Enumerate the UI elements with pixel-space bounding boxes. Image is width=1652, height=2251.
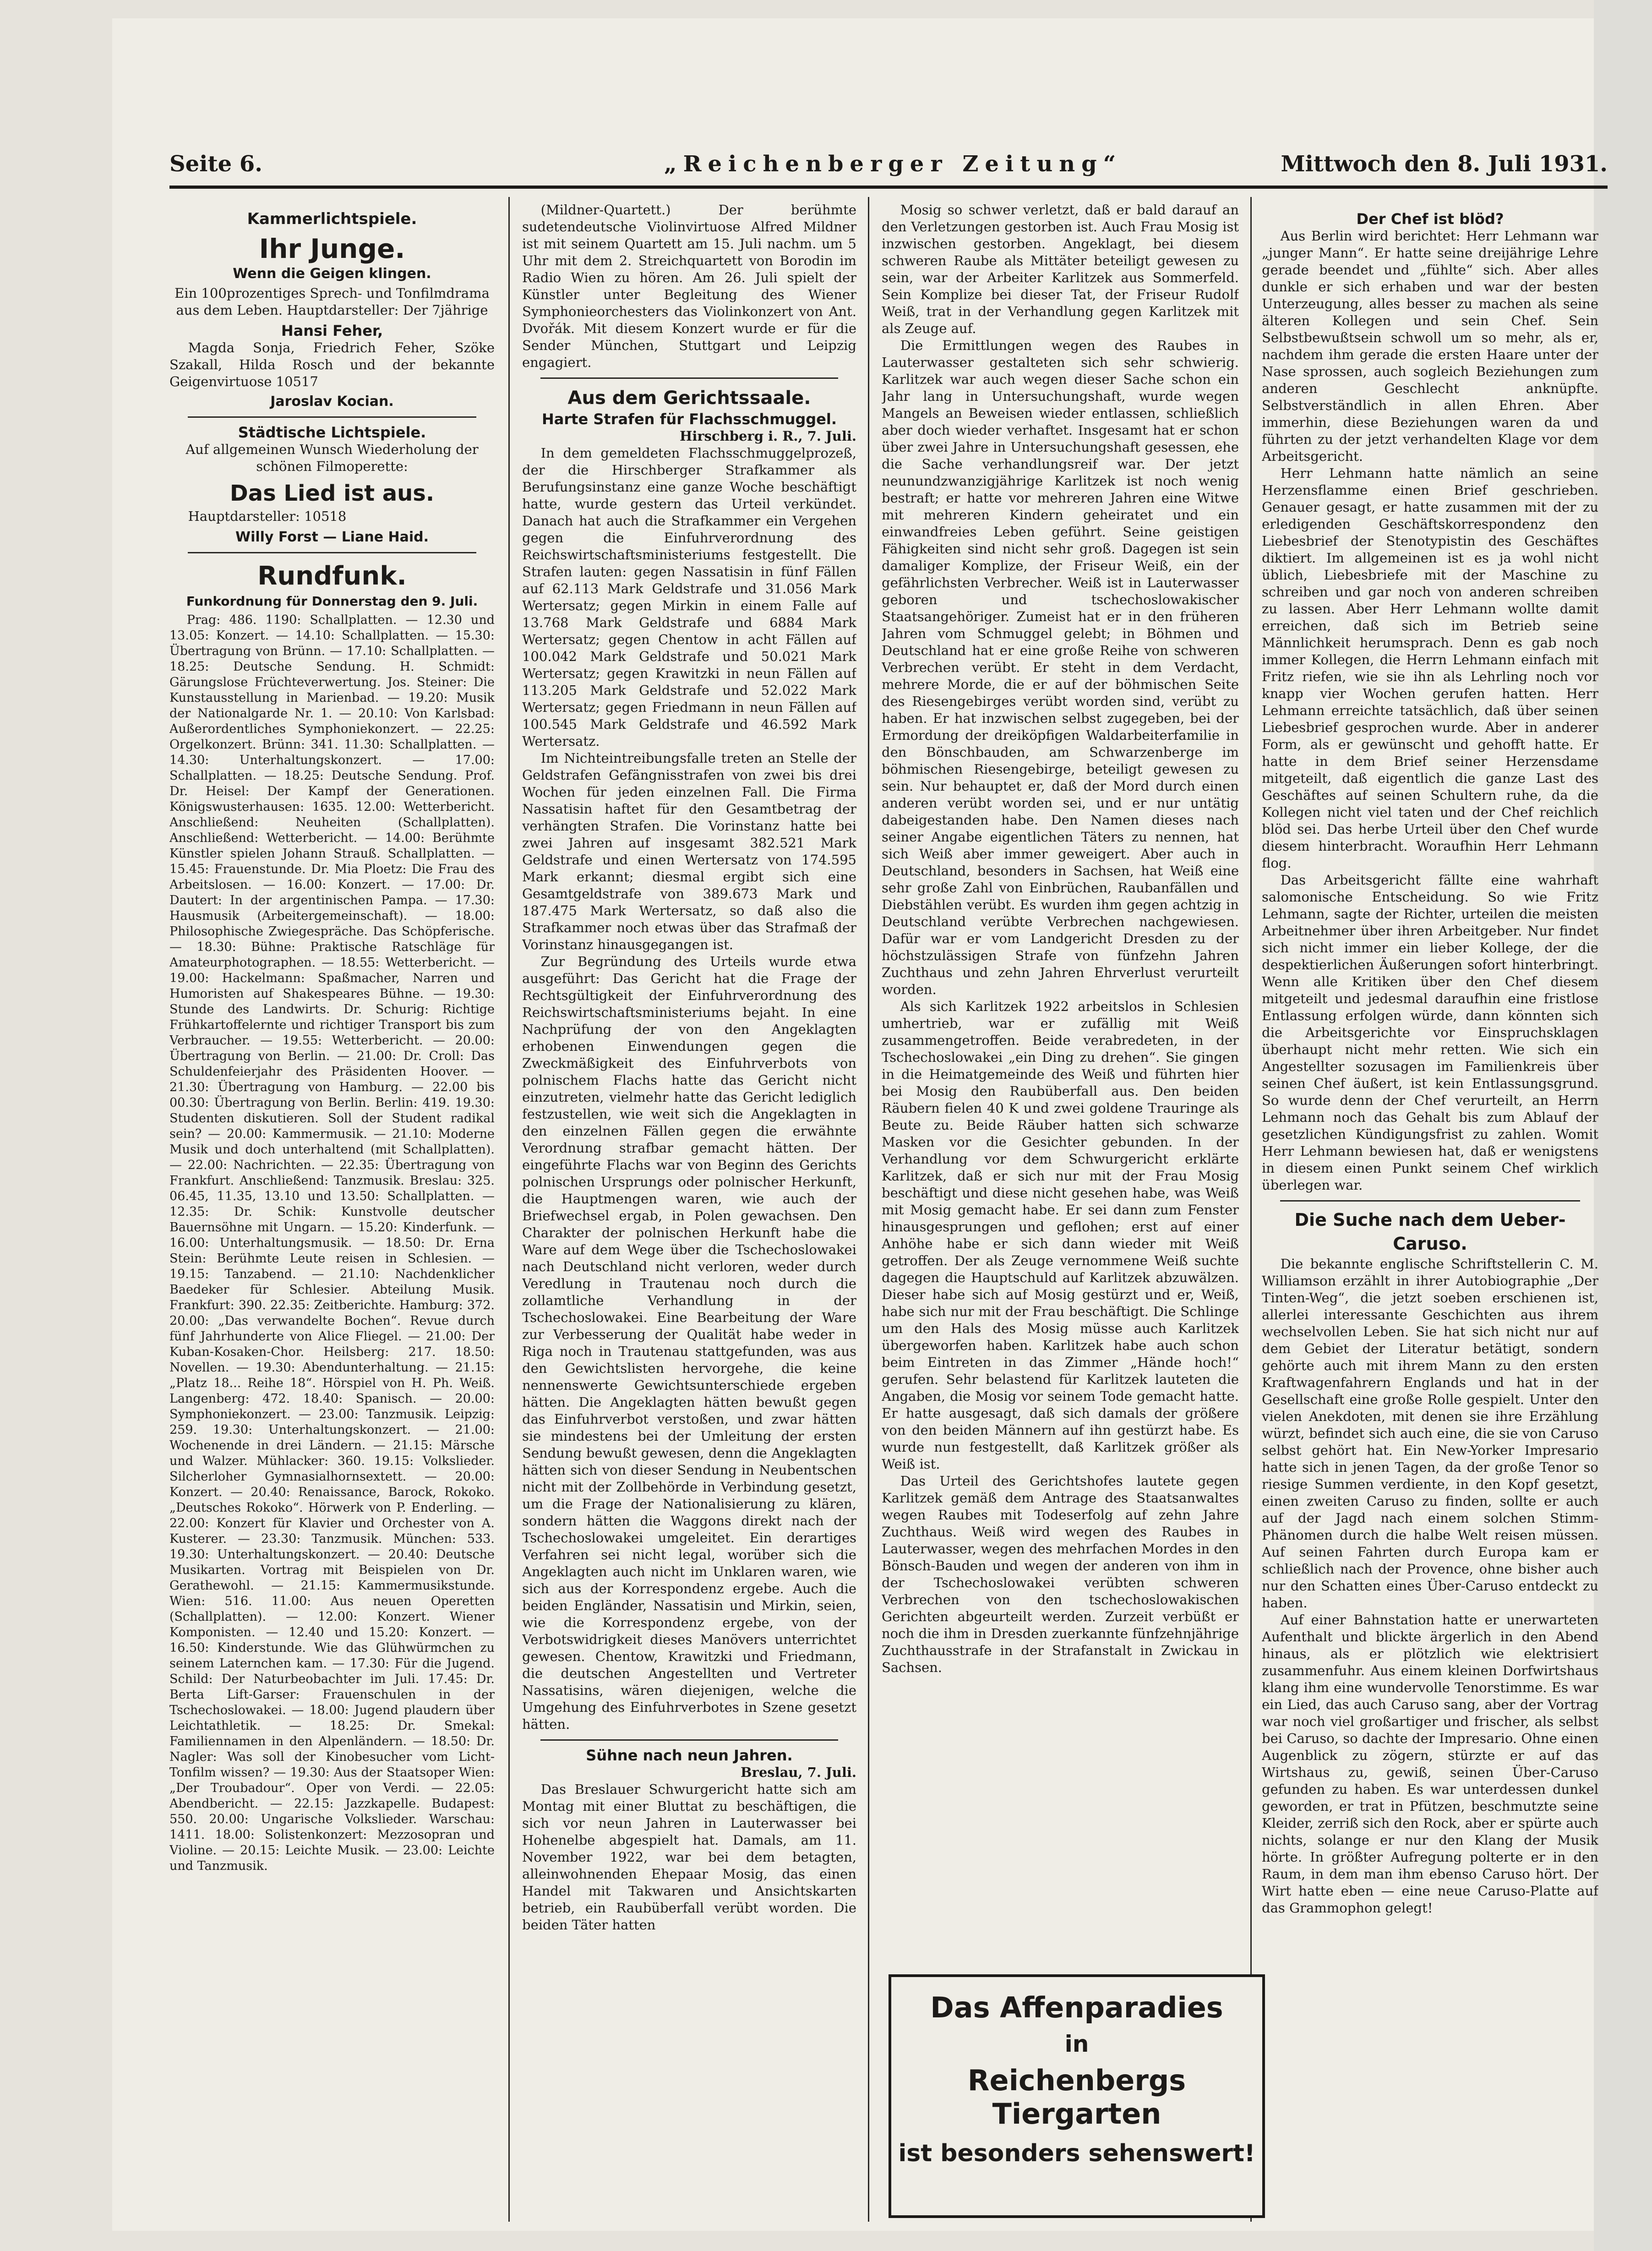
- suehne-paragraph: Das Urteil des Gerichtshofes lautete gegen Karlitzek gemäß dem Antrage des Staatsanwaltes wegen Raubes mit Todeserfolg auf zehn Jahre Zuchthaus. Weiß wird wegen des Raubes in Lauterwasser, wegen des mehrfachen Mordes in den Bönsch-Bauden und wegen der anderen von ihm in der Tschechoslowakei verübten schweren Verbrechen von den tschechoslowakischen Gerichten abgeurteilt werden. Zurzeit verbüßt er noch die ihm in Dresden zuerkannte fünfzehnjährige Zuchthausstrafe in der Strafanstalt in Zwickau in Sachsen.: [882, 1473, 1239, 1675]
- caruso-paragraph: Auf einer Bahnstation hatte er unerwarteten Aufenthalt und blickte ärgerlich in den Abend hinaus, als er plötzlich wie elektrisiert zusammenfuhr. Aus einem kleinen Dorfwirtshaus klang ihm eine wundervolle Tenorstimme. Es war ein Lied, das auch Caruso sang, aber der Vortrag war noch viel großartiger und frischer, als selbst bei Caruso, so dachte der Impresario. Ohne einen Augenblick zu zögern, stürzte er auf das Wirtshaus zu, gewiß, seinen Über-Caruso gefunden zu haben. Es war unterdessen dunkel geworden, er trat in Pfützen, beschmutzte seine Kleider, zerriß sich den Rock, aber er spürte auch nichts, solange er nur den Klang der Musik hörte. In größter Aufregung polterte er in den Raum, in dem man ihm ebenso Caruso hört. Der Wirt hatte eben — eine neue Caruso-Platte auf das Grammophon gelegt!: [1262, 1612, 1598, 1916]
- gericht-paragraph: Zur Begründung des Urteils wurde etwa ausgeführt: Das Gericht hat die Frage der Rechtsgültigkeit der Einfuhrverordnung des Reichswirtschaftsministeriums bejaht. In eine Nachprüfung der von den Angeklagten erhobenen Einwendungen gegen die Zweckmäßigkeit des Einfuhrverbots von polnischem Flachs hatte das Gericht nicht einzutreten, vielmehr hatte das Gericht lediglich festzustellen, wie weit sich die Angeklagten in den einzelnen Fällen gegen die erwähnte Verordnung strafbar gemacht hätten. Der eingeführte Flachs war von Beginn des Gerichts polnischen Ursprungs oder polnischer Herkunft, die Hauptmengen waren, wie auch der Briefwechsel ergab, in Polen gewachsen. Den Charakter der polnischen Herkunft habe die Ware auf dem Wege über die Tschechoslowakei nach Deutschland nicht verloren, weder durch Veredlung in Trautenau noch durch die zollamtliche Verhandlung in der Tschechoslowakei. Eine Bearbeitung der Ware zur Verbesserung der Qualität habe weder in Riga noch in Trautenau stattgefunden, was aus den Gewichtslisten hervorgehe, die keine nennenswerte Gewichtsunterschiede ergeben hätten. Die Angeklagten hätten bewußt gegen das Einfuhrverbot verstoßen, und zwar hätten sie mindestens bei der Umleitung der ersten Sendung bewußt gewesen, denn die Angeklagten hätten sich von dieser Sendung in Neubentschen nicht mit der Zollbehörde in Verbindung gesetzt, um die Frage der Nationalisierung zu klären, sondern hätten die Waggons direkt nach der Tschechoslowakei umgeleitet. Ein derartiges Verfahren sei nicht legal, worüber sich die Angeklagten auch nicht im Unklaren waren, wie sich aus der Korrespondenz ergebe. Auch die beiden Engländer, Nassatisin und Mirkin, seien, wie die Korrespondenz ergebe, von der Verbotswidrigkeit dieses Manövers unterrichtet gewesen. Chentow, Krawitzki und Friedmann, die deutschen Angestellten und Vertreter Nassatisins, wären diejenigen, welche die Umgehung des Einfuhrverbotes in Szene gesetzt hätten.: [522, 954, 856, 1732]
- gericht-title: Aus dem Gerichtssaale.: [567, 388, 811, 409]
- kammer-subtitle: Wenn die Geigen klingen.: [233, 266, 431, 282]
- gericht-dateline: Hirschberg i. R., 7. Juli.: [679, 428, 856, 444]
- stadt-cast: Willy Forst — Liane Haid.: [235, 529, 429, 545]
- caruso-title: Die Suche nach dem Ueber-Caruso.: [1294, 1210, 1566, 1254]
- ad-location: Reichenbergs Tiergarten: [967, 2064, 1186, 2131]
- separator: [188, 416, 476, 418]
- ad-tagline: ist besonders sehenswert!: [898, 2140, 1255, 2167]
- rundfunk-subtitle: Funkordnung für Donnerstag den 9. Juli.: [186, 594, 478, 609]
- column-divider: [868, 197, 869, 2222]
- suehne-paragraph: Mosig so schwer verletzt, daß er bald darauf an den Verletzungen gestorben ist. Auch Frau Mosig ist inzwischen gestorben. Angeklagt, bei diesem schweren Raube als Mittäter beteiligt gewesen zu sein, war der Arbeiter Karlitzek aus Sommerfeld. Sein Komplize bei dieser Tat, der Friseur Rudolf Weiß, trat in der Verhandlung gegen Karlitzek mit als Zeuge auf.: [882, 202, 1239, 336]
- kammer-star: Hansi Feher,: [281, 322, 383, 339]
- gericht-subtitle: Harte Strafen für Flachsschmuggel.: [542, 410, 837, 428]
- rundfunk-program: Prag: 486. 1190: Schallplatten. — 12.30 und 13.05: Konzert. — 14.10: Schallplatten. — 15.30: Übertragung von Brünn. — 17.10: Schallplatten. — 18.25: Deutsche Sendung. H. Schmidt: Gärungslose Früchteverwertung. Jos. Steiner: Die Kunstausstellung in Marienbad. — 19.20: Musik der Nationalgarde Nr. 1. — 20.10: Von Karlsbad: Außerordentliches Symphoniekonzert. — 22.25: Orgelkonzert. Brünn: 341. 11.30: Schallplatten. — 14.30: Unterhaltungskonzert. — 17.00: Schallplatten. — 18.25: Deutsche Sendung. Prof. Dr. Heisel: Der Kampf der Generationen. Königswusterhausen: 1635. 12.00: Wetterbericht. Anschließend: Neuheiten (Schallplatten). Anschließend: Wetterbericht. — 14.00: Berühmte Künstler spielen Johann Strauß. Schallplatten. — 15.45: Frauenstunde. Dr. Mia Ploetz: Die Frau des Arbeitslosen. — 16.00: Konzert. — 17.00: Dr. Dautert: In der argentinischen Pampa. — 17.30: Hausmusik (Arbeitergemeinschaft). — 18.00: Philosophische Zwiegespräche. Das Schöpferische. — 18.30: Bühne: Praktische Ratschläge für Amateurphotographen. — 18.55: Wetterbericht. — 19.00: Hackelmann: Spaßmacher, Narren und Humoristen auf Shakespeares Bühne. — 19.30: Stunde des Landwirts. Dr. Schurig: Richtige Frühkartoffelernte und richtiger Transport bis zum Verbraucher. — 19.55: Wetterbericht. — 20.00: Übertragung von Berlin. — 21.00: Dr. Croll: Das Schuldenfeierjahr des Präsidenten Hoover. — 21.30: Übertragung von Hamburg. — 22.00 bis 00.30: Übertragung von Berlin. Berlin: 419. 19.30: Studenten diskutieren. Soll der Student radikal sein? — 20.00: Kammermusik. — 21.10: Moderne Musik und doch unterhaltend (mit Schallplatten). — 22.00: Nachrichten. — 22.35: Übertragung von Frankfurt. Anschließend: Tanzmusik. Breslau: 325. 06.45, 11.35, 13.10 und 13.50: Schallplatten. — 12.35: Dr. Schik: Kunstvolle deutscher Bauernsöhne mit Ungarn. — 15.20: Kinderfunk. — 16.00: Unterhaltungsmusik. — 18.50: Dr. Erna Stein: Berühmte Leute reisen in Schlesien. — 19.15: Tanzabend. — 21.10: Nachdenklicher Baedeker für Schlesier. Abteilung Musik. Frankfurt: 390. 22.35: Zeitberichte. Hamburg: 372. 20.00: „Das verwandelte Bochen“. Revue durch fünf Jahrhunderte von Alice Fliegel. — 21.00: Der Kuban-Kosaken-Chor. Heilsberg: 217. 18.50: Novellen. — 19.30: Abendunterhaltung. — 21.15: „Platz 18... Reihe 18“. Hörspiel von H. Ph. Weiß. Langenberg: 472. 18.40: Spanisch. — 20.00: Symphoniekonzert. — 23.00: Tanzmusik. Leipzig: 259. 19.30: Unterhaltungskonzert. — 21.00: Wochenende in drei Ländern. — 21.15: Märsche und Walzer. Mühlacker: 360. 19.15: Volkslieder. Silcherloher Gymnasialhornsextett. — 20.00: Konzert. — 20.40: Renaissance, Barock, Rokoko. „Deutsches Rokoko“. Hörwerk von P. Enderling. — 22.00: Konzert für Klavier und Orchester von A. Kusterer. — 23.30: Tanzmusik. München: 533. 19.30: Unterhaltungskonzert. — 20.40: Deutsche Musikarten. Vortrag mit Beispielen von Dr. Gerathewohl. — 21.15: Kammermusikstunde. Wien: 516. 11.00: Aus neuen Operetten (Schallplatten). — 12.00: Konzert. Wiener Komponisten. — 12.40 und 15.20: Konzert. — 16.50: Kinderstunde. Wie das Glühwürmchen zu seinem Laternchen kam. — 17.30: Für die Jugend. Schild: Der Naturbeobachter im Juli. 17.45: Dr. Berta Lift-Garser: Frauenschulen in der Tschechoslowakei. — 18.00: Jugend plaudern über Leichtathletik. — 18.25: Dr. Smekal: Familiennamen in den Alpenländern. — 18.50: Dr. Nagler: Was soll der Kinobesucher vom Licht-Tonfilm wissen? — 19.30: Aus der Staatsoper Wien: „Der Troubadour“. Oper von Verdi. — 22.05: Abendbericht. — 22.15: Jazzkapelle. Budapest: 550. 20.00: Ungarische Volkslieder. Warschau: 1411. 18.00: Solistenkonzert: Mezzosopran und Violine. — 20.15: Leichte Musik. — 23.00: Leichte und Tanzmusik.: [169, 613, 495, 1873]
- suehne-paragraph: Als sich Karlitzek 1922 arbeitslos in Schlesien umhertrieb, war er zufällig mit Weiß zusammengetroffen. Beide verabredeten, in der Tschechoslowakei „ein Ding zu drehen“. Sie gingen in die Heimatgemeinde des Weiß und führten hier bei Mosig den Raubüberfall aus. Den beiden Räubern fielen 40 K und zwei goldene Trauringe als Beute zu. Beide Räuber hatten sich schwarze Masken vor die Gesichter gebunden. In der Verhandlung vor dem Schwurgericht erklärte Karlitzek, daß er sich nur mit der Frau Mosig beschäftigt und diese nicht gesehen habe, was Weiß mit Mosig gemacht habe. Er sei dann zum Fenster hinausgesprungen und geflohen; erst auf einer Anhöhe habe er sich dann wieder mit Weiß getroffen. Der als Zeuge vernommene Weiß suchte dagegen die Hauptschuld auf Karlitzek abzuwälzen. Dieser habe sich auf Mosig gestürzt und er, Weiß, habe sich nur mit der Frau beschäftigt. Die Schlinge um den Hals des Mosig müsse auch Karlitzek übergeworfen haben. Karlitzek habe auch schon beim Eintreten in das Zimmer „Hände hoch!“ gerufen. Sehr belastend für Karlitzek lauteten die Angaben, die Mosig vor seinem Tode gemacht hatte. Er hatte ausgesagt, daß sich damals der größere von den beiden Männern auf ihn gestürzt habe. Es wurde nun festgestellt, daß Karlitzek größer als Weiß ist.: [882, 999, 1239, 1472]
- stadt-description: Auf allgemeinen Wunsch Wiederholung der schönen Filmoperette:: [185, 442, 479, 474]
- kammer-virtuoso: Jaroslav Kocian.: [270, 393, 394, 410]
- page-header: [169, 151, 1608, 183]
- ad-in: in: [1064, 2031, 1089, 2057]
- suehne-title: Sühne nach neun Jahren.: [586, 1747, 793, 1764]
- stadt-main-cast: Hauptdarsteller: 10518: [188, 508, 347, 524]
- caruso-paragraph: Die bekannte englische Schriftstellerin C. M. Williamson erzählt in ihrer Autobiographie „Der Tinten-Weg“, die jetzt soeben erschienen ist, allerlei interessante Geschichten aus ihrem wechselvollen Leben. Sie hat sich nicht nur auf dem Gebiet der Literatur betätigt, sondern gehörte auch mit ihrem Mann zu den ersten Kraftwagenfahrern Englands und hat in der Gesellschaft eine große Rolle gespielt. Unter den vielen Anekdoten, mit denen sie ihre Erzählung würzt, befindet sich auch eine, die sie von Caruso selbst gehört hat. Ein New-Yorker Impresario hatte sich in jenen Tagen, da der große Tenor so riesige Summen verdiente, in den Kopf gesetzt, einen zweiten Caruso zu finden, sollte er auch auf der Jagd nach einem solchen Stimm-Phänomen durch die halbe Welt reisen müssen. Auf seinen Fahrten durch Europa kam er schließlich nach der Provence, ohne bisher auch nur den Schatten eines Über-Caruso entdeckt zu haben.: [1262, 1256, 1598, 1611]
- chef-paragraph: Aus Berlin wird berichtet: Herr Lehmann war „junger Mann“. Er hatte seine dreijährige Lehre gerade beendet und „fühlte“ sich. Aber alles dunkle er sich erhaben und war der besten Unterzeugung, alles besser zu machen als seine älteren Kollegen und sein Chef. Sein Selbstbewußtsein schwoll um so mehr, als er, nachdem ihm gerade die ersten Haare unter der Nase sprossen, auch sogleich Beziehungen zum anderen Geschlecht anknüpfte. Selbstverständlich in allen Ehren. Aber immerhin, diese Beziehungen waren da und führten zu der jetzt verhandelten Klage vor dem Arbeitsgericht.: [1262, 228, 1598, 464]
- suehne-paragraph: Das Breslauer Schwurgericht hatte sich am Montag mit einer Bluttat zu beschäftigen, die sich vor neun Jahren in Lauterwasser bei Hohenelbe abgespielt hat. Damals, am 11. November 1922, war bei dem betagten, alleinwohnenden Ehepaar Mosig, das einen Handel mit Takwaren und Ansichtskarten betrieb, ein Raubüberfall verübt worden. Die beiden Täter hatten: [522, 1781, 856, 1933]
- column-3: [882, 202, 1239, 1951]
- page-number: Seite 6.: [169, 151, 262, 177]
- issue-date: Mittwoch den 8. Juli 1931.: [1281, 151, 1608, 177]
- column-2: [522, 202, 856, 2217]
- column-1: [169, 202, 495, 2217]
- zoo-advertisement: [889, 1974, 1265, 2218]
- kammer-description: Ein 100prozentiges Sprech- und Tonfilmdrama aus dem Leben. Hauptdarsteller: Der 7jährige: [174, 285, 490, 318]
- mildner-notice: (Mildner-Quartett.) Der berühmte sudetendeutsche Violinvirtuose Alfred Mildner ist mit seinem Quartett am 15. Juli nachm. um 5 Uhr mit dem 2. Streichquartett von Borodin im Radio Wien zu hören. Am 26. Juli spielt der Künstler unter Begleitung des Wiener Symphonieorchesters das Violinkonzert von Ant. Dvořák. Mit diesem Konzert wurde er für die Sender München, Stuttgart und Leipzig engagiert.: [522, 202, 856, 370]
- stadt-title: Städtische Lichtspiele.: [238, 424, 426, 441]
- column-divider: [508, 197, 510, 2222]
- masthead: „Reichenberger Zeitung“: [664, 151, 1123, 177]
- column-4: [1262, 202, 1598, 2217]
- stadt-film-title: Das Lied ist aus.: [229, 481, 435, 506]
- separator: [540, 1739, 838, 1741]
- separator: [1280, 1200, 1580, 1202]
- separator: [188, 552, 476, 553]
- separator: [540, 377, 838, 379]
- rundfunk-title: Rundfunk.: [257, 561, 407, 591]
- chef-paragraph: Herr Lehmann hatte nämlich an seine Herzensflamme einen Brief geschrieben. Genauer gesagt, er hatte zusammen mit der zu erledigenden Geschäftskorrespondenz den Liebesbrief der Stenotypistin des Geschäftes diktiert. Im allgemeinen ist es ja wohl nicht üblich, Liebesbriefe mit der Maschine zu schreiben und gar noch von anderen schreiben zu lassen. Aber Herr Lehmann wollte damit erreichen, daß sich im Betrieb seine Männlichkeit herumsprach. Denn es gab noch immer Kollegen, die Herrn Lehmann einfach mit Fritz riefen, wie sie ihn als Lehrling noch vor knapp vier Wochen gerufen hatten. Herr Lehmann erreichte tatsächlich, daß über seinen Liebesbrief gesprochen wurde. Aber in anderer Form, als er gewünscht und gehofft hatte. Er hatte in dem Brief seiner Herzensdame mitgeteilt, daß eigentlich die ganze Last des Geschäftes auf seinen Schultern ruhe, da die Kollegen nicht viel taten und der Chef reichlich blöd sei. Das herbe Urteil über den Chef wurde diesem hinterbracht. Woraufhin Herr Lehmann flog.: [1262, 465, 1598, 871]
- chef-title: Der Chef ist blöd?: [1356, 210, 1504, 228]
- scan-margin: [1594, 0, 1652, 2251]
- column-divider: [1250, 197, 1252, 2222]
- chef-paragraph: Das Arbeitsgericht fällte eine wahrhaft salomonische Entscheidung. So wie Fritz Lehmann, sagte der Richter, urteilen die meisten Arbeitnehmer über ihren Arbeitgeber. Nur findet sich nicht immer ein lieber Kollege, der die despektierlichen Äußerungen sofort hinterbringt. Wenn alle Kritiken über den Chef diesem mitgeteilt und jedesmal daraufhin eine fristlose Entlassung erfolgen würde, dann könnten sich die Arbeitsgerichte vor Einspruchsklagen überhaupt nicht mehr retten. Wie sich ein Angestellter sozusagen im Familienkreis über seinen Chef äußert, ist kein Entlassungsgrund. So wurde denn der Chef verurteilt, an Herrn Lehmann noch das Gehalt bis zum Ablauf der gesetzlichen Kündigungsfrist zu zahlen. Womit Herr Lehmann bewiesen hat, daß er wenigstens in diesem einen Punkt seinem Chef wirklich überlegen war.: [1262, 872, 1598, 1193]
- ad-headline: Das Affenparadies: [930, 1991, 1223, 2024]
- kammer-title: Kammerlichtspiele.: [247, 210, 417, 228]
- suehne-dateline: Breslau, 7. Juli.: [741, 1765, 856, 1780]
- kammer-film-title: Ihr Junge.: [259, 233, 405, 264]
- suehne-paragraph: Die Ermittlungen wegen des Raubes in Lauterwasser gestalteten sich sehr schwierig. Karlitzek war auch wegen dieser Sache schon ein Jahr lang in Untersuchungshaft, wurde wegen Mangels an Beweisen wieder entlassen, schließlich aber doch wieder verhaftet. Insgesamt hat er schon über zwei Jahre in Untersuchungshaft gesessen, ehe die Sache verhandlungsreif war. Der jetzt neunundzwanzigjährige Karlitzek ist noch wenig bestraft; er hatte vor mehreren Jahren eine Witwe mit mehreren Kindern geheiratet und ein einwandfreies Leben geführt. Seine geistigen Fähigkeiten sind nicht sehr groß. Dagegen ist sein damaliger Komplize, der Friseur Weiß, ein der gefährlichsten Verbrecher. Weiß ist in Lauterwasser geboren und tschechoslowakischer Staatsangehöriger. Zumeist hat er in den früheren Jahren vom Schmuggel gelebt; in Böhmen und Deutschland hat er eine große Reihe von schweren Verbrechen verübt. Er steht in dem Verdacht, mehrere Morde, die er auf der böhmischen Seite des Riesengebirges verübt worden sind, verübt zu haben. Er hat inzwischen selbst zugegeben, bei der Ermordung der dreiköpfigen Waldarbeiterfamilie in den Bönschbauden, am Schwarzenberge im böhmischen Riesengebirge, beteiligt gewesen zu sein. Nur behauptet er, daß der Mord durch einen anderen verübt worden sei, und er nur untätig dabeigestanden habe. Den Namen dieses nach seiner Angabe eigentlichen Täters zu nennen, hat sich Weiß aber immer geweigert. Aber auch in Deutschland, besonders in Sachsen, hat Weiß eine sehr große Zahl von Einbrüchen, Raubanfällen und Diebstählen verübt. Es wurden ihm gegen achtzig in Deutschland verübte Verbrechen nachgewiesen. Dafür war er vom Landgericht Dresden zu der höchstzulässigen Strafe von fünfzehn Jahren Zuchthaus und zehn Jahren Ehrverlust verurteilt worden.: [882, 338, 1239, 997]
- gericht-paragraph: Im Nichteintreibungsfalle treten an Stelle der Geldstrafen Gefängnisstrafen von zwei bis drei Wochen für jeden einzelnen Fall. Die Firma Nassatisin haftet für den Gesamtbetrag der verhängten Strafen. Die Vorinstanz hatte bei zwei Jahren auf insgesamt 382.521 Mark Geldstrafe und einen Wertersatz von 174.595 Mark erkannt; diesmal ergibt sich eine Gesamtgeldstrafe von 389.673 Mark und 187.475 Mark Wertersatz, so daß also die Strafkammer noch etwas über das Strafmaß der Vorinstanz hinausgegangen ist.: [522, 750, 856, 952]
- header-rule: [169, 186, 1608, 189]
- kammer-cast: Magda Sonja, Friedrich Feher, Szöke Szakall, Hilda Rosch und der bekannte Geigenvirtuose 10517: [169, 340, 495, 389]
- gericht-paragraph: In dem gemeldeten Flachsschmuggelprozeß, der die Hirschberger Strafkammer als Berufungsinstanz eine ganze Woche beschäftigt hatte, wurde gestern das Urteil verkündet. Danach hat auch die Strafkammer ein Vergehen gegen die Einfuhrverordnung des Reichswirtschaftsministeriums festgestellt. Die Strafen lauten: gegen Nassatisin in fünf Fällen auf 62.113 Mark Geldstrafe und 31.056 Mark Wertersatz; gegen Mirkin in einem Falle auf 13.768 Mark Geldstrafe und 6884 Mark Wertersatz; gegen Chentow in acht Fällen auf 100.042 Mark Geldstrafe und 50.021 Mark Wertersatz; gegen Krawitzki in neun Fällen auf 113.205 Mark Geldstrafe und 52.022 Mark Wertersatz; gegen Friedmann in neun Fällen auf 100.545 Mark Geldstrafe und 46.592 Mark Wertersatz.: [522, 445, 856, 749]
